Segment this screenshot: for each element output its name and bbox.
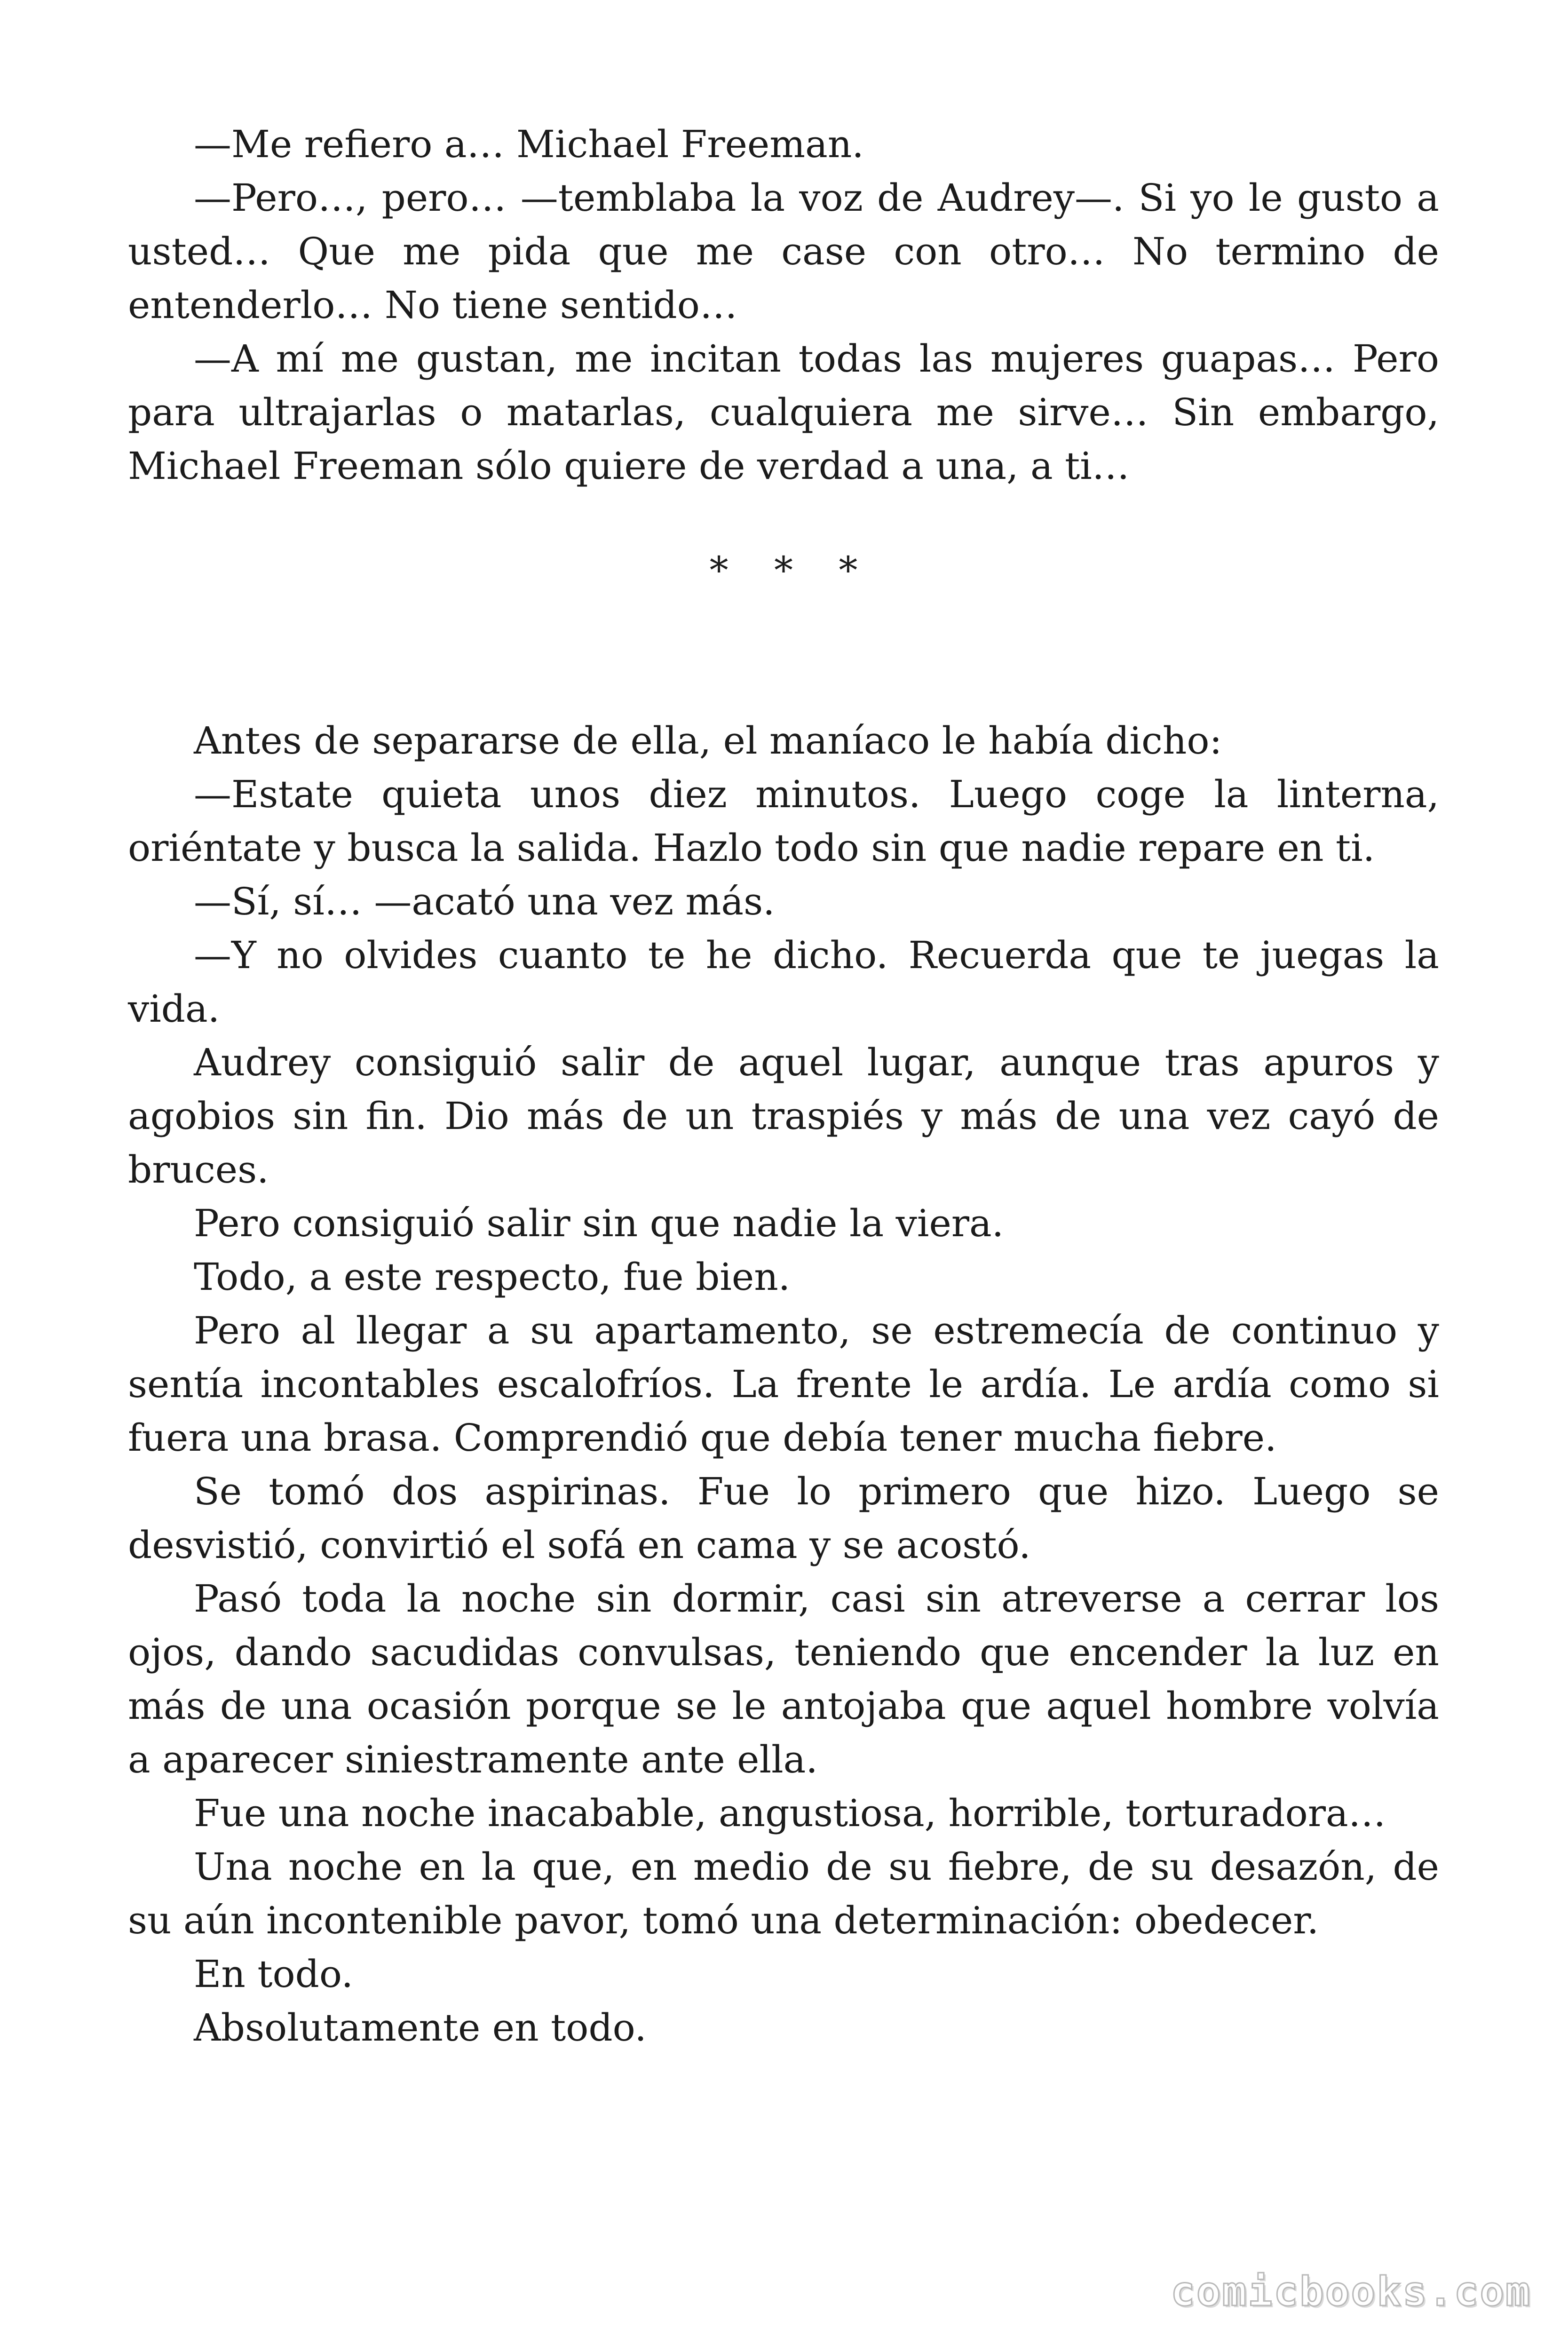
watermark: comicbooks.com bbox=[1171, 2268, 1531, 2315]
book-page-text bbox=[128, 118, 1439, 2055]
paragraph: Se tomó dos aspirinas. Fue lo primero que hizo. Luego se desvistió, convirtió el sofá en cama y se acostó. bbox=[128, 1470, 1439, 1567]
paragraph: —Me refiero a… Michael Freeman. bbox=[194, 122, 864, 166]
paragraph: En todo. bbox=[194, 1952, 354, 1996]
paragraph: —Estate quieta unos diez minutos. Luego coge la linterna, oriéntate y busca la salida. Hazlo todo sin que nadie repare en ti. bbox=[128, 772, 1439, 870]
paragraph: —Pero…, pero… —temblaba la voz de Audrey—. Si yo le gusto a usted… Que me pida que me case con otro… No termino de entenderlo… No tiene sentido… bbox=[128, 176, 1439, 327]
paragraph: Antes de separarse de ella, el maníaco le había dicho: bbox=[194, 719, 1222, 763]
paragraph: —Y no olvides cuanto te he dicho. Recuerda que te juegas la vida. bbox=[128, 933, 1439, 1031]
paragraph: —Sí, sí… —acató una vez más. bbox=[194, 880, 775, 923]
paragraph: Pasó toda la noche sin dormir, casi sin atreverse a cerrar los ojos, dando sacudidas convulsas, teniendo que encender la luz en más de una ocasión porque se le antojaba que aquel hombre volvía a aparecer siniestramente ante ella. bbox=[128, 1577, 1439, 1781]
paragraph: —A mí me gustan, me incitan todas las mujeres guapas… Pero para ultrajarlas o matarlas, cualquiera me sirve… Sin embargo, Michael Freeman sólo quiere de verdad a una, a ti… bbox=[128, 337, 1439, 488]
paragraph: Pero consiguió salir sin que nadie la viera. bbox=[194, 1201, 1004, 1245]
paragraph: Una noche en la que, en medio de su fiebre, de su desazón, de su aún incontenible pavor, tomó una determinación: obedecer. bbox=[128, 1845, 1439, 1942]
paragraph: Absolutamente en todo. bbox=[194, 2006, 647, 2050]
paragraph: Pero al llegar a su apartamento, se estremecía de continuo y sentía incontables escalofríos. La frente le ardía. Le ardía como si fuera una brasa. Comprendió que debía tener mucha fiebre. bbox=[128, 1309, 1439, 1460]
section-separator: * * * bbox=[709, 548, 875, 592]
paragraph: Todo, a este respecto, fue bien. bbox=[194, 1255, 791, 1299]
paragraph: Fue una noche inacabable, angustiosa, horrible, torturadora… bbox=[194, 1791, 1386, 1835]
paragraph: Audrey consiguió salir de aquel lugar, aunque tras apuros y agobios sin fin. Dio más de un traspiés y más de una vez cayó de bruces. bbox=[128, 1041, 1439, 1192]
